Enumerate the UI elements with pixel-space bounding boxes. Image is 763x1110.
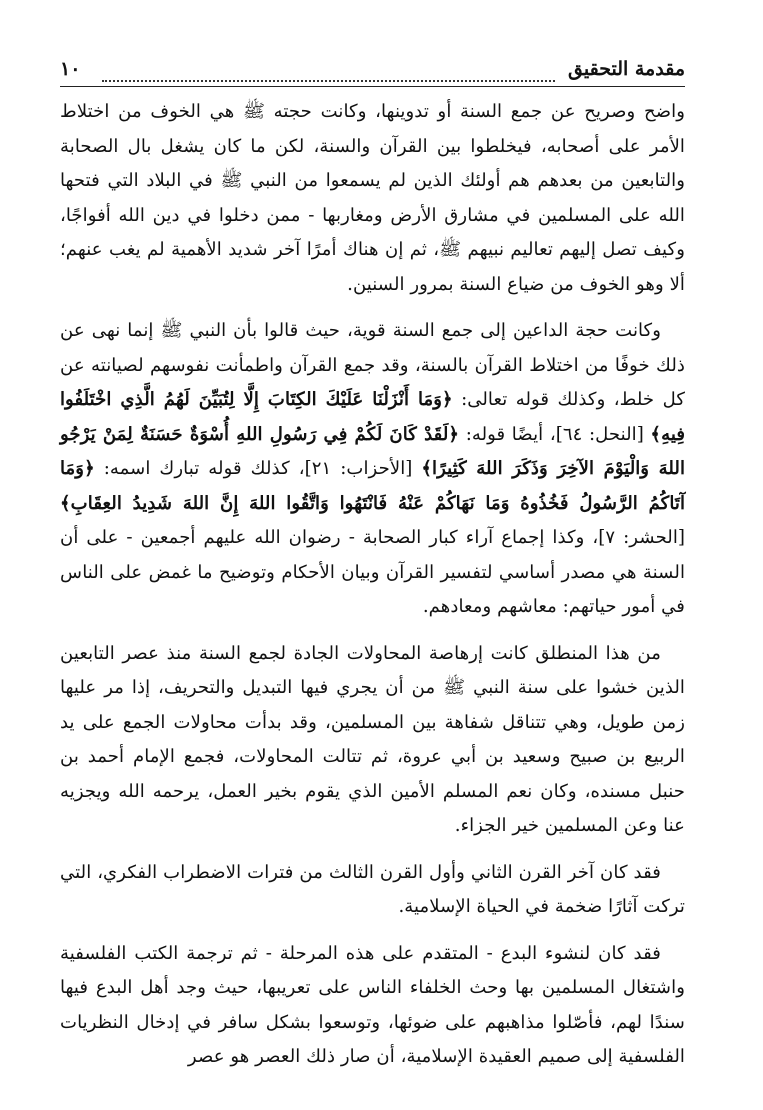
paragraph-text: وكانت حجة الداعين إلى جمع السنة قوية، حيث قالوا بأن النبي ﷺ إنما نهى عن ذلك خوفًا من اختلاط القرآن بالسنة، وقد جمع القرآن واطمأنت نفوسهم لصيانته عن كل خلط، وكذلك قوله تعالى: [60,320,685,410]
paragraph [60,856,685,925]
quran-verse: ﴿وَمَا آتَاكُمُ الرَّسُولُ فَخُذُوهُ وَمَا نَهَاكُمْ عَنْهُ فَانْتَهُوا وَاتَّقُوا اللهَ إِنَّ اللهَ شَدِيدُ العِقَابِ﴾ [60,458,685,514]
page-number: ١٠ [60,58,81,80]
paragraph [60,95,685,302]
verse-citation: [الأحزاب: ٢١]، كذلك قوله تبارك اسمه: [94,458,422,479]
paragraph-text: [الحشر: ٧]، وكذا إجماع آراء كبار الصحابة - رضوان الله عليهم أجمعين - على أن السنة هي مصدر أساسي لتفسير القرآن وبيان الأحكام وتوضيح ما غمض على الناس في أمور حياتهم: معاشهم ومعادهم. [60,527,685,617]
paragraph [60,637,685,844]
header-leader-dots [102,80,555,82]
paragraph-text: من هذا المنطلق كانت إرهاصة المحاولات الجادة لجمع السنة منذ عصر التابعين الذين خشوا على سنة النبي ﷺ من أن يجري فيها التبديل والتحريف، إذا مر عليها زمن طويل، وهي تتناقل شفاهة بين المسلمين، وقد بدأت محاولات الجمع على يد الربيع بن صبيح وسعيد بن أبي عروة، ثم تتالت المحاولات، فجمع الإمام أحمد بن حنبل مسنده، وكان نعم المسلم الأمين الذي يقوم بخير العمل، يرحمه الله ويجزيه عنا وعن المسلمين خير الجزاء. [60,642,685,836]
verse-citation: [النحل: ٦٤]، أيضًا قوله: [459,423,651,445]
quran-verse: ﴿وَمَا أَنْزَلْنَا عَلَيْكَ الكِتَابَ إِلَّا لِتُبَيِّنَ لَهُمُ الَّذِي اخْتَلَفُوا فِيهِ﴾ [60,389,686,445]
page-header [60,50,685,87]
book-page [60,50,685,1090]
quran-verse: ﴿لَقَدْ كَانَ لَكُمْ فِي رَسُولِ اللهِ أُسْوَةٌ حَسَنَةٌ لِمَنْ يَرْجُو اللهَ وَالْيَوْمَ الآخِرَ وَذَكَرَ اللهَ كَثِيرًا﴾ [60,423,686,479]
paragraph [60,314,685,625]
paragraph-text: فقد كان لنشوء البدع - المتقدم على هذه المرحلة - ثم ترجمة الكتب الفلسفية واشتغال المسلمين بها وحث الخلفاء الناس على تعريبها، حيث وجد أهل البدع فيها سندًا لهم، فأصّلوا مذاهبهم على ضوئها، وتوسعوا بشكل سافر في إدخال النظريات الفلسفية إلى صميم العقيدة الإسلامية، أن صار ذلك العصر هو عصر [60,942,685,1067]
paragraph [60,937,685,1075]
paragraph-text: واضح وصريح عن جمع السنة أو تدوينها، وكانت حجته ﷺ هي الخوف من اختلاط الأمر على أصحابه، فيخلطوا بين القرآن والسنة، لكن ما كان يشغل بال الصحابة والتابعين من بعدهم هم أولئك الذين لم يسمعوا من النبي ﷺ في البلاد التي فتحها الله على المسلمين في مشارق الأرض ومغاربها - ممن دخلوا في دين الله أفواجًا، وكيف تصل إليهم تعاليم نبيهم ﷺ، ثم إن هناك أمرًا آخر شديد الأهمية لم يغب عنهم؛ ألا وهو الخوف من ضياع السنة بمرور السنين. [60,101,685,295]
paragraph-text: فقد كان آخر القرن الثاني وأول القرن الثالث من فترات الاضطراب الفكري، التي تركت آثارًا ضخمة في الحياة الإسلامية. [60,861,685,917]
page-body [60,95,685,1075]
chapter-title: مقدمة التحقيق [568,58,685,80]
